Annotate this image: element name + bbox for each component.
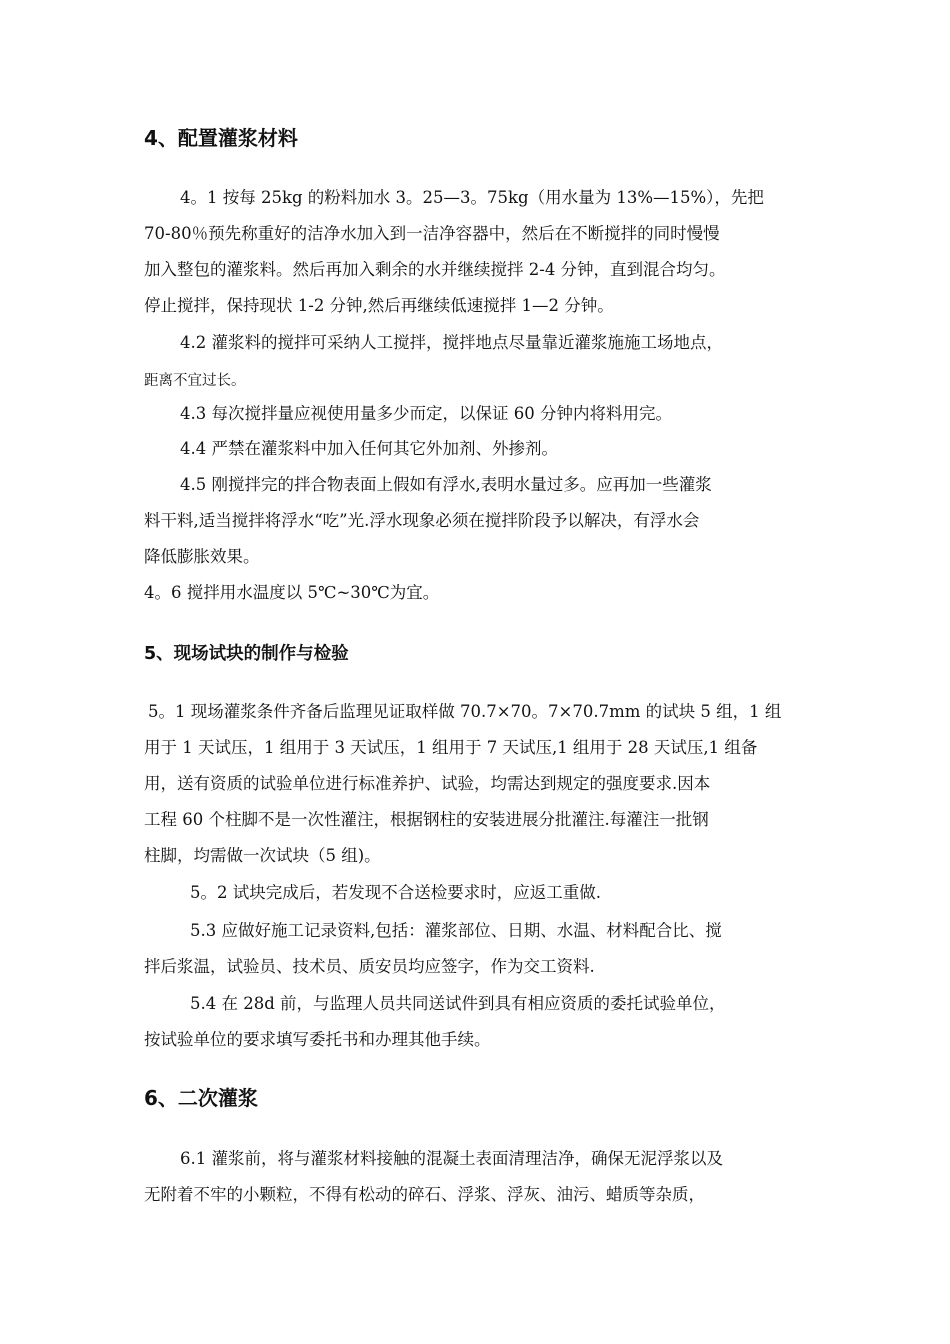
s6-p1-line-2: 无附着不牢的小颗粒，不得有松动的碎石、浮浆、浮灰、油污、蜡质等杂质， <box>144 1185 705 1204</box>
s5-p4-line-1: 5.4 在 28d 前，与监理人员共同送试件到具有相应资质的委托试验单位， <box>190 994 726 1013</box>
s4-p5-line-1: 4.5 刚搅拌完的拌合物表面上假如有浮水,表明水量过多。应再加一些灌浆 <box>180 475 712 494</box>
s4-p6: 4。6 搅拌用水温度以 5℃~30℃为宜。 <box>144 583 440 602</box>
section-4-heading: 4、配置灌浆材料 <box>144 126 298 150</box>
s5-p4-line-2: 按试验单位的要求填写委托书和办理其他手续。 <box>144 1030 491 1049</box>
s4-p4: 4.4 严禁在灌浆料中加入任何其它外加剂、外掺剂。 <box>180 439 558 458</box>
s4-p2-line-2: 距离不宜过长。 <box>144 373 246 389</box>
s4-p5-line-2: 料干料,适当搅拌将浮水“吃”光.浮水现象必须在搅拌阶段予以解决，有浮水会 <box>144 511 700 530</box>
s5-p1-line-4: 工程 60 个柱脚不是一次性灌注，根据钢柱的安装进展分批灌注.每灌注一批钢 <box>144 810 709 829</box>
s4-p5-line-3: 降低膨胀效果。 <box>144 547 260 566</box>
s4-p3: 4.3 每次搅拌量应视使用量多少而定，以保证 60 分钟内将料用完。 <box>180 404 672 423</box>
s5-p3-line-1: 5.3 应做好施工记录资料,包括：灌浆部位、日期、水温、材料配合比、搅 <box>190 921 722 940</box>
section-6-heading: 6、二次灌浆 <box>144 1086 258 1110</box>
s5-p1-line-1: 5。1 现场灌浆条件齐备后监理见证取样做 70.7×70。7×70.7mm 的试块 5 组，1 组 <box>148 702 782 721</box>
s5-p1-line-2: 用于 1 天试压，1 组用于 3 天试压，1 组用于 7 天试压,1 组用于 28 天试压,1 组备 <box>144 738 758 757</box>
section-5-heading: 5、现场试块的制作与检验 <box>144 644 349 664</box>
s4-p1-line-1: 4。1 按每 25kg 的粉料加水 3。25—3。75kg（用水量为 13%—15%），先把 <box>180 188 764 207</box>
s5-p1-line-3: 用，送有资质的试验单位进行标准养护、试验，均需达到规定的强度要求.因本 <box>144 774 711 793</box>
s6-p1-line-1: 6.1 灌浆前，将与灌浆材料接触的混凝土表面清理洁净，确保无泥浮浆以及 <box>180 1149 723 1168</box>
s4-p1-line-4: 停止搅拌，保持现状 1-2 分钟,然后再继续低速搅拌 1—2 分钟。 <box>144 296 614 315</box>
s4-p1-line-3: 加入整包的灌浆料。然后再加入剩余的水并继续搅拌 2-4 分钟，直到混合均匀。 <box>144 260 726 279</box>
s4-p1-line-2: 70-80％预先称重好的洁净水加入到一洁净容器中，然后在不断搅拌的同时慢慢 <box>144 224 720 243</box>
s5-p1-line-5: 柱脚，均需做一次试块（5 组)。 <box>144 846 381 865</box>
s5-p3-line-2: 拌后浆温，试验员、技术员、质安员均应签字，作为交工资料. <box>144 957 595 976</box>
s5-p2: 5。2 试块完成后，若发现不合送检要求时，应返工重做. <box>190 883 601 902</box>
s4-p2-line-1: 4.2 灌浆料的搅拌可采纳人工搅拌，搅拌地点尽量靠近灌浆施施工场地点， <box>180 333 723 352</box>
